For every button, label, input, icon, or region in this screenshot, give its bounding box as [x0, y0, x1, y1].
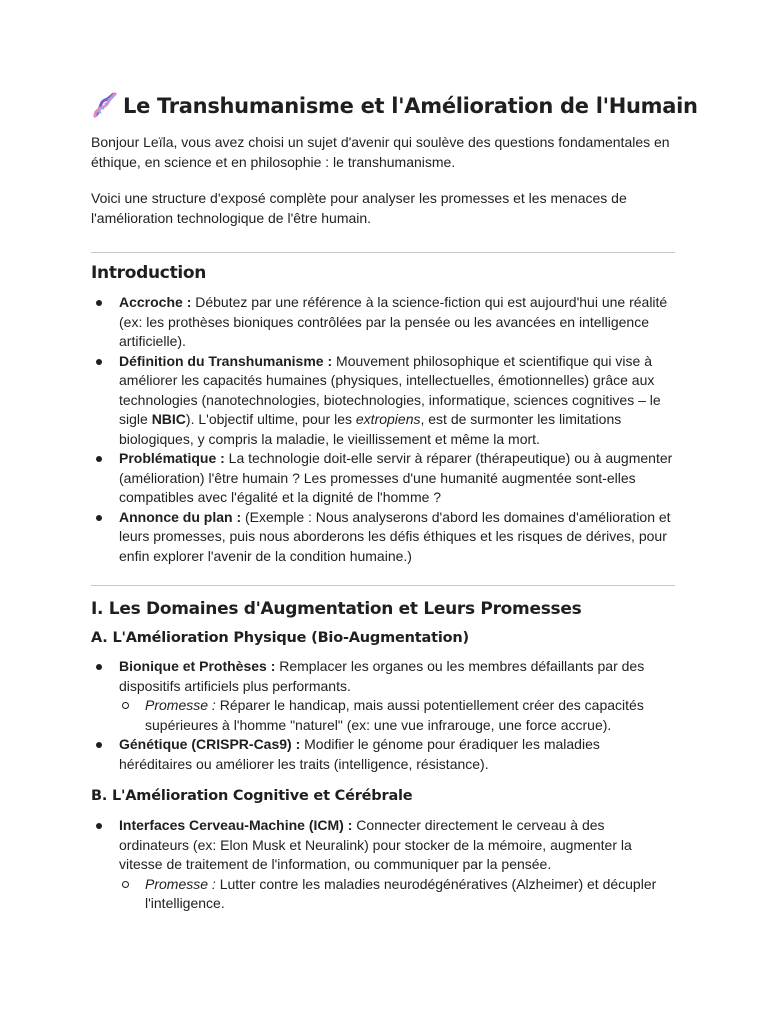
- item-text: , est de surmonter les limitations biologiques, y compris la maladie, le vieillissement et même la mort.: [119, 411, 622, 447]
- item-label: Bionique et Prothèses :: [119, 658, 276, 674]
- item-label: Annonce du plan :: [119, 508, 242, 525]
- divider: [91, 585, 675, 586]
- item-text: Remplacer les organes ou les membres défaillants par des dispositifs artificiels plus performants.: [119, 658, 645, 694]
- sub-item-label: Promesse :: [145, 697, 216, 713]
- item-text: Modifier le génome pour éradiquer les maladies héréditaires ou améliorer les traits (intelligence, résistance).: [119, 736, 600, 772]
- item-label: Interfaces Cerveau-Machine (ICM) :: [119, 817, 353, 833]
- document-page: [91, 88, 698, 914]
- item-label: Définition du Transhumanisme :: [119, 352, 333, 369]
- sub-item-text: Lutter contre les maladies neurodégénératives (Alzheimer) et décupler l'intelligence.: [145, 875, 657, 911]
- list-item-icm: [91, 816, 675, 914]
- sub-item-text: Réparer le handicap, mais aussi potentiellement créer des capacités supérieures à l'homme "naturel" (ex: une vue infrarouge, une force accrue).: [145, 697, 644, 733]
- item-label: Accroche :: [119, 294, 192, 310]
- structure-paragraph: Voici une structure d'exposé complète pour analyser les promesses et les menaces de l'amélioration technologique de l'être humain.: [91, 190, 627, 226]
- item-text: Débutez par une référence à la science-fiction qui est aujourd'hui une réalité (ex: les prothèses bioniques contrôlées par la pensée ou les avancées en intelligence artificielle).: [119, 294, 668, 349]
- sub-list: [119, 875, 675, 914]
- item-label: Problématique :: [119, 450, 225, 466]
- item-text: Mouvement philosophique et scientifique qui vise à améliorer les capacités humaines (physiques, intellectuelles, émotionnelles) grâce aux technologies (nanotechnologies, biotechnologies, informatique, sciences cognitives – le sigle: [119, 352, 661, 427]
- dna-icon: [91, 92, 119, 118]
- list-item-genetique: [91, 735, 675, 774]
- greeting-paragraph: Bonjour Leïla, vous avez choisi un sujet d'avenir qui soulève des questions fondamentales en éthique, en science et en philosophie : le transhumanisme.: [91, 134, 670, 170]
- sub-item-label: Promesse :: [145, 875, 216, 892]
- item-text: (Exemple : Nous analyserons d'abord les domaines d'amélioration et leurs promesses, puis nous aborderons les défis éthiques et les risques de dérives, pour enfin explorer l'avenir de la condition humaine.): [119, 508, 671, 564]
- section-a-list: [91, 657, 675, 774]
- item-text: ). L'objectif ultime, pour les: [185, 411, 356, 427]
- introduction-heading: Introduction: [91, 263, 207, 283]
- part1-heading: I. Les Domaines d'Augmentation et Leurs Promesses: [91, 599, 582, 619]
- list-item-annonce-plan: [91, 508, 675, 567]
- list-item-accroche: [91, 293, 675, 352]
- divider: [91, 252, 675, 253]
- list-item-bionique: [91, 657, 675, 735]
- section-b-heading: B. L'Amélioration Cognitive et Cérébrale: [91, 788, 413, 804]
- item-text: La technologie doit-elle servir à réparer (thérapeutique) ou à augmenter (amélioration) l'être humain ? Les promesses d'une humanité augmentée sont-elles compatibles avec l'égalité et la dignité de l'homme ?: [119, 450, 673, 505]
- introduction-list: [91, 293, 675, 566]
- extropiens-term: extropiens: [355, 411, 421, 427]
- document-title: [91, 88, 698, 124]
- sub-list-item-promesse: [119, 875, 675, 914]
- nbic-term: NBIC: [151, 411, 186, 427]
- item-label: Génétique (CRISPR-Cas9) :: [119, 736, 301, 752]
- list-item-definition: [91, 352, 675, 450]
- sub-list: [119, 696, 675, 735]
- document-title-text: Le Transhumanisme et l'Amélioration de l'Humain: [123, 94, 698, 118]
- list-item-problematique: [91, 449, 675, 508]
- item-text: Connecter directement le cerveau à des ordinateurs (ex: Elon Musk et Neuralink) pour stocker de la mémoire, augmenter la vitesse de traitement de l'information, ou communiquer par la pensée.: [119, 817, 632, 872]
- section-a-heading: A. L'Amélioration Physique (Bio-Augmentation): [91, 630, 469, 646]
- section-b-list: [91, 816, 675, 914]
- sub-list-item-promesse: [119, 696, 675, 735]
